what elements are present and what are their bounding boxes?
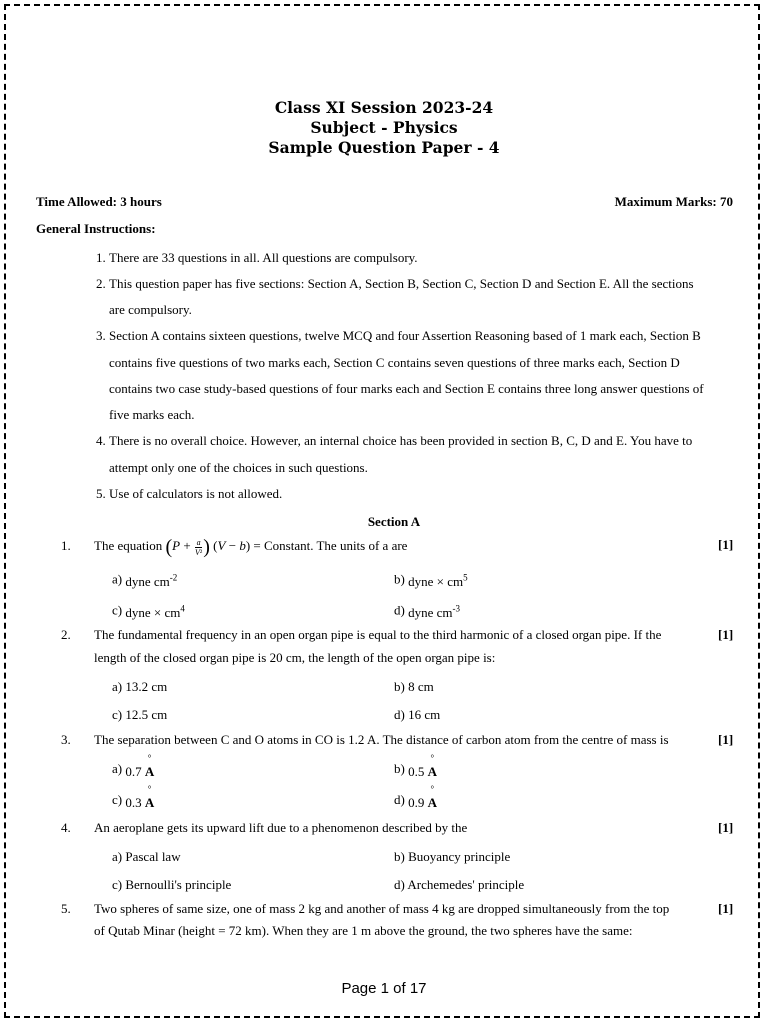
marks-badge: [1] [718,820,734,835]
paper-class-session: Class XI Session 2023-24 [274,98,494,117]
question-number: 5. [61,901,71,916]
instruction-line: Use of calculators is not allowed. [109,486,283,501]
option-d: d) 16 cm [394,707,441,722]
instruction-number: 1. [96,250,106,265]
question-text: = Constant. The units of a are [253,538,408,553]
instruction-number: 2. [96,276,106,291]
question-number: 4. [61,820,71,835]
maximum-marks: Maximum Marks: 70 [614,194,733,209]
question-number: 3. [61,732,71,747]
option-a: a) Pascal law [112,849,181,864]
page-number: Page 1 of 17 [341,980,427,997]
time-allowed: Time Allowed: 3 hours [36,194,162,209]
paper-subject: Subject - Physics [310,118,458,137]
option-c: c) dyne × $cm^4$ [112,602,185,621]
question-text: of Qutab Minar (height = 72 km). When they are 1 m above the ground, the two spheres have the same: [94,923,633,938]
option-c: c) Bernoulli's principle [112,877,232,892]
question-number: 1. [61,538,71,553]
question-text: The fundamental frequency in an open organ pipe is equal to the third harmonic of a closed organ pipe. If the [94,627,662,642]
instruction-line: contains two case study-based questions of four marks each and Section E contains three long answer questions of [109,381,704,396]
marks-badge: [1] [718,627,734,642]
instruction-line: Section A contains sixteen questions, twelve MCQ and four Assertion Reasoning based of 1 mark each, Section B [109,328,701,343]
option-c: c) 12.5 cm [112,707,168,722]
paper-title: Sample Question Paper - 4 [268,138,500,157]
option-b: b) 0.5 ° A [394,761,437,777]
instruction-line: five marks each. [109,407,195,422]
equation: (P + $\frac{a}{\text{V²}}$ ) (V − b) [165,536,251,559]
option-a: a) 13.2 cm [112,679,168,694]
question-text: The separation between C and O atoms in CO is 1.2 A. The distance of carbon atom from the centre of mass is [94,732,669,747]
instruction-number: 3. [96,328,106,343]
question-1-text [94,533,407,560]
marks-badge: [1] [718,901,734,916]
instruction-line: There are 33 questions in all. All questions are compulsory. [109,250,418,265]
instruction-line: are compulsory. [109,302,192,317]
option-d: d) Archemedes' principle [394,877,525,892]
instruction-line: attempt only one of the choices in such questions. [109,460,368,475]
instruction-line: contains five questions of two marks each, Section C contains seven questions of three marks each, Section D [109,355,680,370]
question-text: The equation [94,538,163,553]
general-instructions-label: General Instructions: [36,221,156,236]
question-text: An aeroplane gets its upward lift due to a phenomenon described by the [94,820,468,835]
section-title: Section A [367,514,421,529]
instruction-number: 4. [96,433,106,448]
option-c: c) 0.3 ° A [112,792,154,808]
option-d: d) dyne $cm^{-3}$ [394,602,460,621]
instruction-line: There is no overall choice. However, an internal choice has been provided in section B, C, D and E. You have to [109,433,693,448]
question-text: length of the closed organ pipe is 20 cm, the length of the open organ pipe is: [94,650,496,665]
option-b: b) Buoyancy principle [394,849,511,864]
option-b: b) 8 cm [394,679,434,694]
option-d: d) 0.9 ° A [394,792,437,808]
question-number: 2. [61,627,71,642]
marks-badge: [1] [718,732,734,747]
option-a: a) dyne $cm^{-2}$ [112,571,178,590]
option-a: a) 0.7 ° A [112,761,154,777]
instruction-number: 5. [96,486,106,501]
marks-badge: [1] [718,537,734,552]
question-text: Two spheres of same size, one of mass 2 kg and another of mass 4 kg are dropped simultaneously from the top [94,901,670,916]
option-b: b) dyne × $cm^5$ [394,571,468,590]
instruction-line: This question paper has five sections: Section A, Section B, Section C, Section D and Section E. All the sections [109,276,694,291]
